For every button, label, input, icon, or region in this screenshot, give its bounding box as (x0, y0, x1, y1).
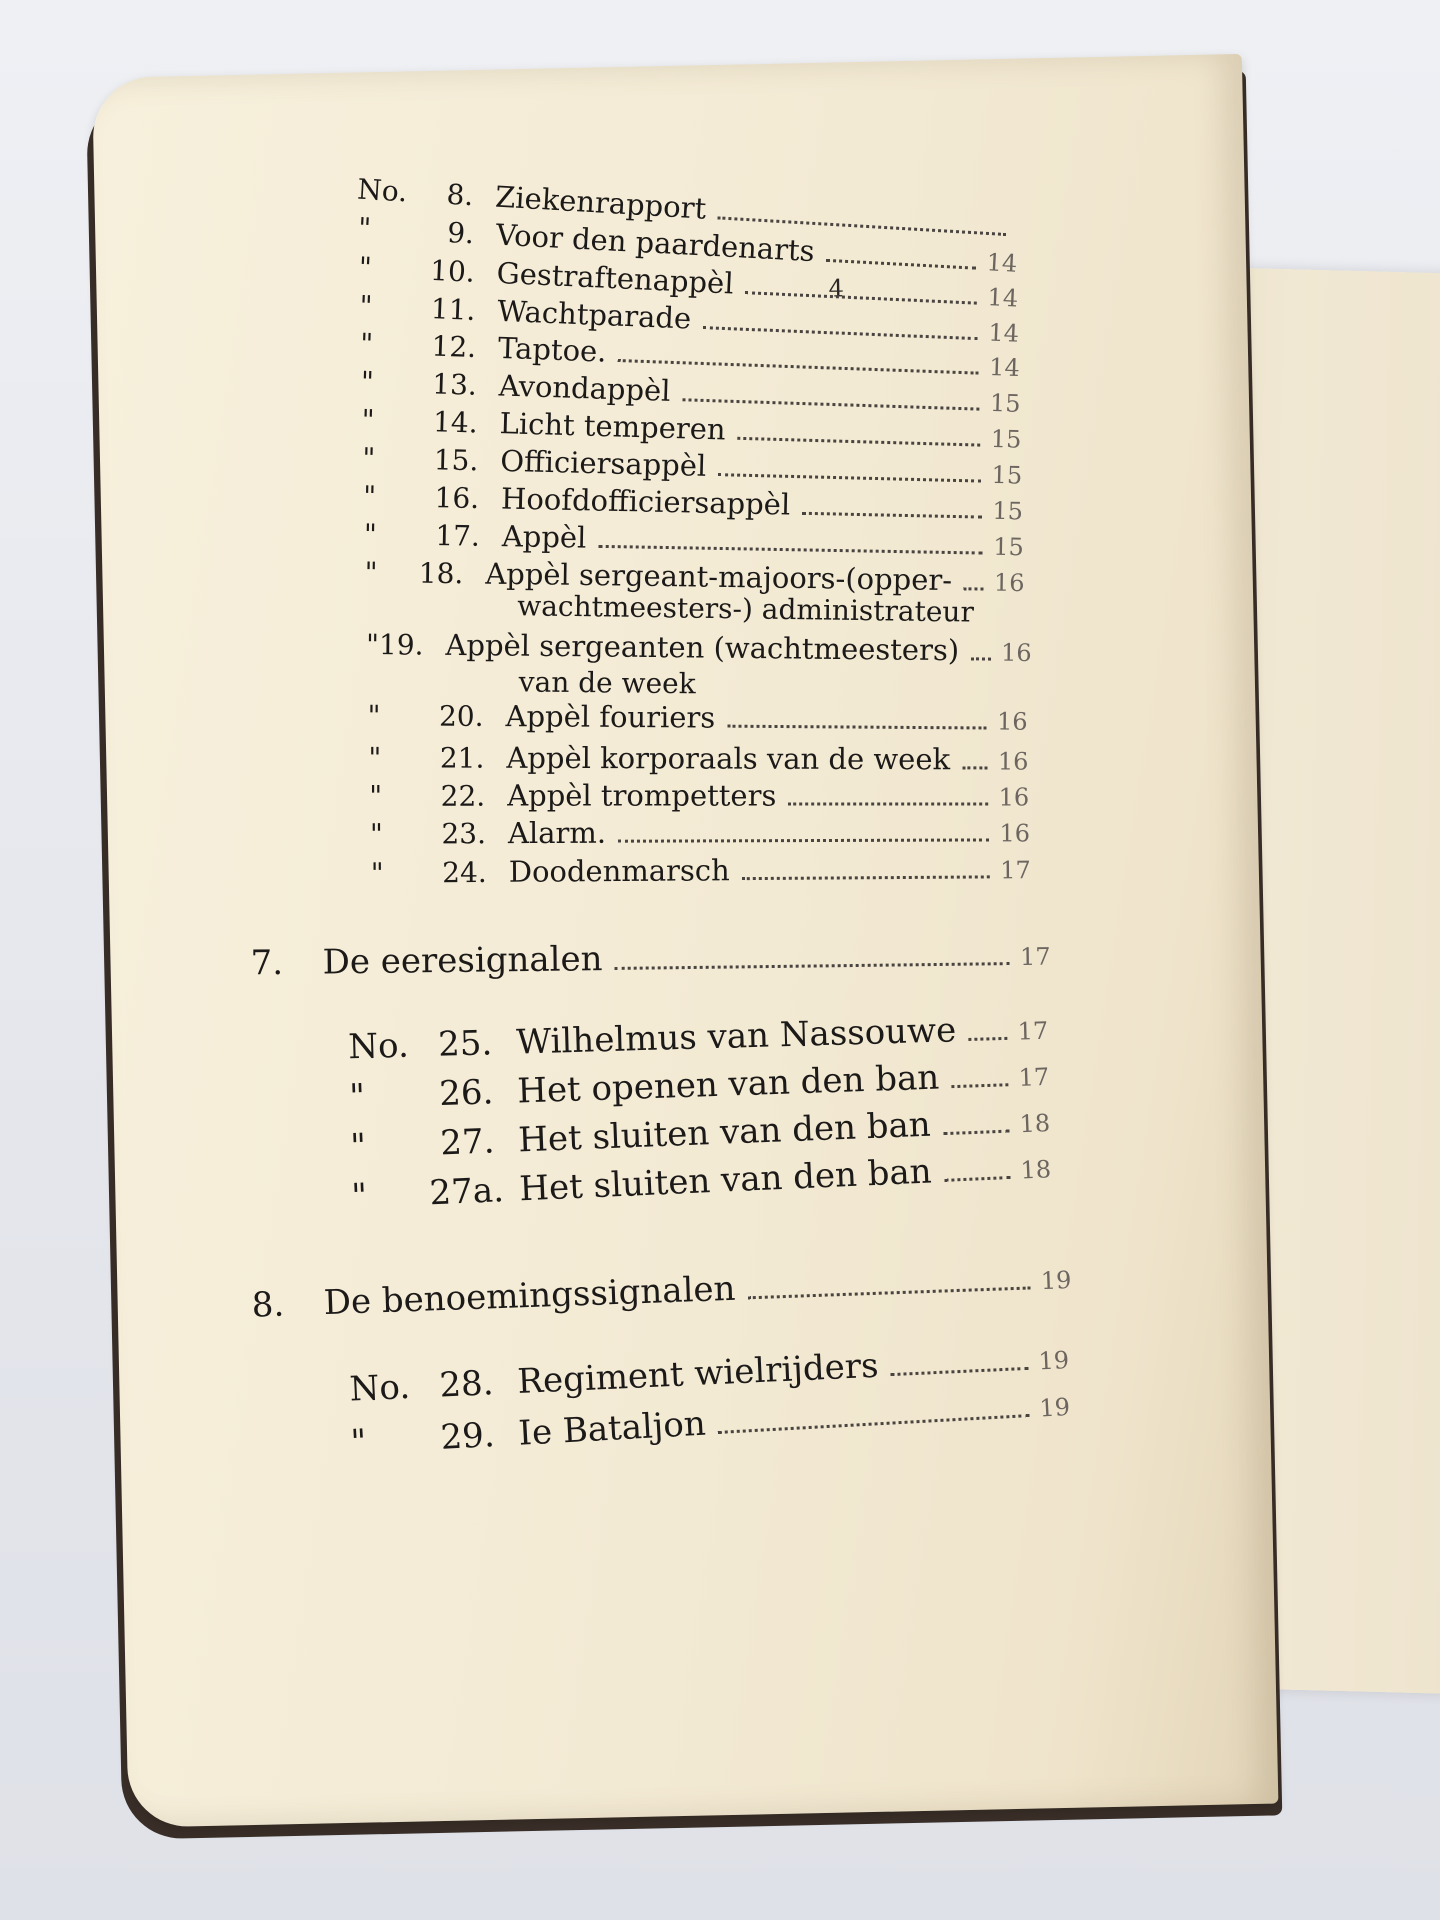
entry-prefix: " (369, 779, 383, 813)
entry-number: 13. (431, 367, 478, 402)
entry-page: 15 (990, 424, 1022, 454)
entry-page: 18 (1019, 1109, 1051, 1139)
entry-number: 8. (445, 177, 475, 213)
dot-leader (891, 1367, 1029, 1376)
entry-page: 14 (986, 283, 1019, 313)
toc-entry (251, 1257, 1072, 1327)
entry-page: 17 (1017, 1016, 1049, 1046)
dot-leader (615, 962, 1011, 970)
entry-title: Appèl trompetters (507, 778, 777, 813)
dot-leader (742, 875, 990, 880)
dot-leader (727, 725, 987, 730)
toc-entry (365, 627, 1032, 671)
entry-prefix: " (365, 628, 380, 662)
entry-page: 15 (991, 460, 1023, 490)
entry-number: 11. (430, 292, 477, 327)
entry-title: De eeresignalen (322, 939, 603, 983)
dot-leader (971, 657, 991, 660)
entry-prefix: " (349, 1421, 368, 1463)
entry-number: 29. (439, 1415, 496, 1458)
dot-leader (718, 473, 982, 482)
entry-number: 28. (438, 1363, 495, 1406)
entry-prefix: " (357, 211, 372, 245)
dot-leader (802, 512, 982, 519)
entry-page: 14 (988, 352, 1021, 383)
entry-title: Alarm. (507, 815, 607, 851)
dot-leader (964, 587, 984, 590)
entry-page: 15 (992, 532, 1025, 562)
dot-leader (737, 437, 980, 447)
entry-prefix: No. (348, 1366, 411, 1410)
entry-page: 15 (989, 388, 1021, 418)
entry-page: 16 (996, 707, 1028, 736)
entry-number: 7. (250, 942, 284, 984)
entry-title: Gestraftenappèl (495, 255, 735, 301)
entry-title: Officiersappèl (499, 443, 707, 483)
entry-number: 23. (441, 817, 487, 851)
entry-page: 14 (987, 318, 1020, 348)
entry-title: Regiment wielrijders (516, 1345, 880, 1403)
entry-number: 9. (446, 215, 475, 251)
entry-prefix: " (350, 1176, 369, 1217)
entry-page: 18 (1019, 1155, 1052, 1185)
entry-number: 20. (438, 699, 484, 733)
toc-entry (370, 814, 1030, 853)
entry-number: 12. (431, 329, 477, 365)
dot-leader (748, 1286, 1031, 1299)
dot-leader (943, 1130, 1010, 1136)
entry-title: De benoemingssignalen (323, 1268, 737, 1324)
entry-continuation: wachtmeesters-) administrateur (517, 589, 975, 629)
entry-page: 17 (1019, 942, 1051, 971)
entry-title: Ie Bataljon (517, 1403, 707, 1454)
toc-entry (371, 851, 1031, 893)
entry-prefix: " (367, 699, 381, 733)
entry-number: 25. (437, 1023, 493, 1065)
entry-page: 16 (1000, 638, 1032, 667)
entry-title: Wachtparade (496, 293, 692, 336)
entry-title: Het sluiten van den ban (518, 1151, 933, 1210)
entry-title: Het sluiten van den ban (517, 1104, 932, 1161)
entry-title: Appèl (501, 519, 587, 555)
entry-number: 10. (429, 253, 476, 289)
entry-number: 27. (439, 1121, 496, 1164)
left-page (92, 54, 1278, 1828)
entry-prefix: " (369, 817, 383, 851)
dot-leader (788, 802, 988, 805)
entry-number: 18. (418, 556, 464, 591)
entry-number: 8. (251, 1284, 285, 1326)
entry-prefix: " (360, 365, 375, 399)
entry-title: Appèl korporaals van de week (506, 740, 951, 777)
toc-entry (368, 740, 1028, 779)
entry-number: 22. (440, 779, 486, 813)
entry-title: Ziekenrapport (494, 179, 708, 226)
entry-number: 14. (432, 405, 479, 440)
entry-page: 15 (992, 496, 1024, 526)
entry-page: 16 (993, 568, 1025, 598)
dot-leader (703, 326, 978, 340)
entry-page: 19 (1040, 1266, 1072, 1296)
entry-title: Avondappèl (498, 368, 672, 408)
entry-prefix: " (364, 555, 378, 590)
dot-leader (745, 291, 977, 305)
toc-entry (367, 698, 1027, 740)
dot-leader (944, 1176, 1011, 1182)
entry-title: Wilhelmus van Nassouwe (515, 1010, 957, 1063)
dot-leader (598, 545, 983, 555)
entry-page: 16 (997, 747, 1029, 776)
dot-leader (951, 1083, 1008, 1088)
entry-prefix: " (349, 1126, 367, 1167)
entry-page: 19 (1037, 1346, 1070, 1376)
entry-number: 16. (434, 481, 480, 516)
entry-page: 16 (998, 783, 1030, 812)
entry-title: Appèl sergeant-majoors-(opper- (485, 556, 953, 598)
dot-leader (618, 359, 979, 375)
entry-title: Hoofdofficiersappèl (500, 481, 791, 522)
toc-entry (250, 934, 1050, 985)
entry-number: 17. (435, 518, 481, 553)
entry-prefix: " (358, 289, 374, 323)
entry-page: 19 (1038, 1392, 1071, 1423)
entry-prefix: " (359, 327, 374, 361)
dot-leader (618, 838, 989, 842)
dot-leader (968, 1037, 1007, 1041)
entry-prefix: " (368, 741, 382, 775)
entry-number: 24. (442, 855, 487, 890)
entry-title: Appèl fouriers (505, 699, 716, 735)
entry-page: 16 (999, 819, 1031, 848)
dot-leader (962, 766, 988, 769)
entry-title: Licht temperen (499, 406, 727, 447)
entry-page: 17 (1018, 1062, 1050, 1092)
page-number: 4 (828, 274, 845, 303)
entry-title: Taptoe. (497, 330, 608, 369)
entry-number: 21. (439, 741, 485, 775)
entry-number: 15. (433, 443, 479, 478)
entry-title: Het openen van den ban (516, 1057, 940, 1112)
entry-prefix: " (348, 1076, 366, 1118)
entry-title: Doodenmarsch (508, 853, 730, 889)
entry-prefix: No. (347, 1025, 410, 1068)
entry-title: Appèl sergeanten (wachtmeesters) (445, 627, 960, 668)
entry-number: 19. (378, 628, 424, 662)
dot-leader (682, 398, 980, 410)
entry-page: 17 (1000, 856, 1031, 885)
dot-leader (826, 259, 976, 270)
entry-continuation: van de week (518, 665, 696, 701)
entry-prefix: No. (356, 172, 409, 209)
entry-prefix: " (363, 517, 378, 551)
entry-title: Voor den paardenarts (495, 217, 816, 269)
entry-page: 14 (985, 248, 1018, 278)
entry-prefix: " (361, 441, 376, 475)
dot-leader (718, 1414, 1030, 1434)
entry-prefix: " (358, 250, 373, 285)
entry-number: 26. (438, 1072, 495, 1115)
entry-prefix: " (362, 479, 377, 513)
entry-number: 27a. (428, 1170, 505, 1214)
entry-prefix: " (370, 856, 384, 890)
toc-entry (369, 778, 1029, 815)
entry-prefix: " (361, 403, 376, 437)
